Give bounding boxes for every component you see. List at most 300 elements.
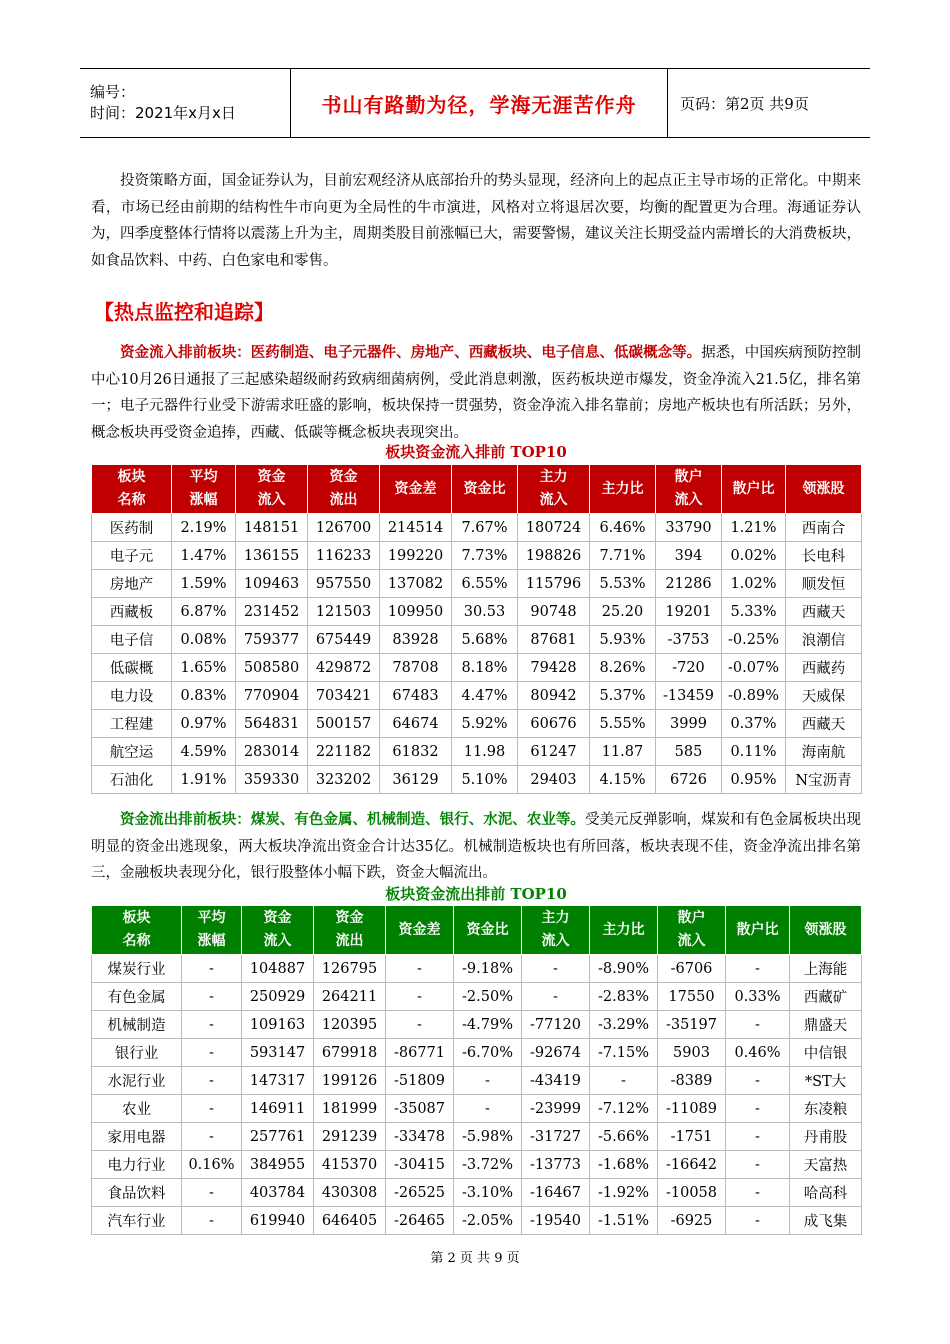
header-motto (291, 69, 668, 137)
outflow-table-cell: 403784 (242, 1179, 314, 1207)
inflow-table-cell: 148151 (236, 514, 308, 542)
outflow-table-cell: 家用电器 (92, 1123, 182, 1151)
section-title: 【热点监控和追踪】 (94, 300, 274, 324)
inflow-table-header-label: 领涨股 (802, 480, 845, 497)
inflow-table-cell: 0.83% (172, 682, 236, 710)
outflow-table-cell: 593147 (242, 1039, 314, 1067)
inflow-table-cell: 121503 (308, 598, 380, 626)
page-header (80, 68, 870, 138)
outflow-table-row (92, 1011, 862, 1039)
inflow-table-header-label: 资金差 (394, 480, 437, 497)
outflow-table-cell: -33478 (386, 1123, 454, 1151)
outflow-table-cell: -92674 (522, 1039, 590, 1067)
outflow-table-cell: -1751 (658, 1123, 726, 1151)
inflow-table-header-label: 涨幅 (189, 492, 218, 508)
outflow-table-cell: -4.79% (454, 1011, 522, 1039)
outflow-table-cell: 水泥行业 (92, 1067, 182, 1095)
outflow-table-cell: 147317 (242, 1067, 314, 1095)
inflow-table-cell: 109463 (236, 570, 308, 598)
inflow-table-cell: 海南航 (786, 738, 862, 766)
inflow-table-header-label: 散户比 (732, 480, 775, 497)
inflow-table-cell: 石油化 (92, 766, 172, 794)
inflow-table-cell: 0.97% (172, 710, 236, 738)
outflow-table-header-cell (242, 906, 314, 955)
inflow-table-cell: 1.65% (172, 654, 236, 682)
outflow-table-header-label: 涨幅 (197, 933, 226, 949)
outflow-table-cell: - (386, 955, 454, 983)
inflow-table-row (92, 738, 862, 766)
outflow-table-header-cell (92, 906, 182, 955)
outflow-table-cell: -19540 (522, 1207, 590, 1235)
inflow-table-header-cell (452, 465, 518, 514)
inflow-table-cell: 221182 (308, 738, 380, 766)
document-number-label: 编号： (90, 83, 136, 101)
inflow-table-cell: 83928 (380, 626, 452, 654)
outflow-table-cell: 109163 (242, 1011, 314, 1039)
outflow-table-cell: -35087 (386, 1095, 454, 1123)
inflow-table-header-cell (590, 465, 656, 514)
inflow-table-cell: 394 (656, 542, 722, 570)
outflow-table-cell: -8.90% (590, 955, 658, 983)
outflow-table-cell: - (454, 1067, 522, 1095)
inflow-table-cell: 80942 (518, 682, 590, 710)
inflow-table-title: 板块资金流入排前 TOP10 (385, 443, 567, 461)
header-left (80, 69, 291, 137)
outflow-table-cell: 0.16% (182, 1151, 242, 1179)
outflow-table-cell: -2.83% (590, 983, 658, 1011)
inflow-table-cell: 675449 (308, 626, 380, 654)
outflow-table-header-cell (790, 906, 862, 955)
inflow-text: 据悉，中国疾病预防控制中心10月26日通报了三起感染超级耐药致病细菌病例，受此消息刺激，医药板块逆市爆发，资金净流入21.5亿，排名第一；电子元器件行业受下游需求旺盛的影响，板块保持一贯强势，资金净流入排名靠前；房地产板块也有所活跃；另外，概念板块再受资金追捧，西藏、低碳等概念板块表现突出。 (91, 345, 862, 441)
outflow-table-row (92, 1179, 862, 1207)
inflow-table-header-label: 资金比 (463, 480, 506, 497)
outflow-table-title: 板块资金流出排前 TOP10 (385, 885, 567, 903)
outflow-table (91, 905, 862, 1235)
outflow-table-cell: - (182, 1207, 242, 1235)
outflow-table-cell: - (522, 983, 590, 1011)
inflow-table-cell: 64674 (380, 710, 452, 738)
inflow-table-cell: 79428 (518, 654, 590, 682)
inflow-table-row (92, 682, 862, 710)
inflow-table-header (92, 465, 862, 514)
outflow-table-cell: 农业 (92, 1095, 182, 1123)
inflow-table-cell: 109950 (380, 598, 452, 626)
outflow-table-cell: 汽车行业 (92, 1207, 182, 1235)
inflow-table-header-label: 名称 (117, 492, 146, 508)
outflow-table-cell: *ST大 (790, 1067, 862, 1095)
outflow-table-cell: 264211 (314, 983, 386, 1011)
outflow-table-header-label: 领涨股 (804, 921, 847, 938)
outflow-table-cell: -5.98% (454, 1123, 522, 1151)
inflow-table-cell: 1.21% (722, 514, 786, 542)
inflow-table-cell: 30.53 (452, 598, 518, 626)
document-date: 时间：2021年x月x日 (90, 104, 236, 122)
outflow-table-cell: -43419 (522, 1067, 590, 1095)
outflow-table-header-cell (726, 906, 790, 955)
outflow-table-cell: 257761 (242, 1123, 314, 1151)
inflow-table-cell: 231452 (236, 598, 308, 626)
outflow-table-cell: - (726, 1207, 790, 1235)
motto-text: 书山有路勤为径，学海无涯苦作舟 (321, 92, 637, 117)
inflow-table-cell: 0.02% (722, 542, 786, 570)
inflow-table-header-cell (722, 465, 786, 514)
outflow-table-cell: -1.68% (590, 1151, 658, 1179)
outflow-table-cell: -30415 (386, 1151, 454, 1179)
inflow-table-cell: 11.87 (590, 738, 656, 766)
outflow-table-header (92, 906, 862, 955)
inflow-table-header-cell (236, 465, 308, 514)
inflow-table-cell: -0.07% (722, 654, 786, 682)
outflow-table-cell: - (182, 983, 242, 1011)
inflow-table-cell: -0.89% (722, 682, 786, 710)
inflow-table-cell: 0.95% (722, 766, 786, 794)
outflow-table-cell: - (182, 1095, 242, 1123)
outflow-table-row (92, 1123, 862, 1151)
intro-paragraph: 投资策略方面，国金证券认为，目前宏观经济从底部抬升的势头显现，经济向上的起点正主导市场的正常化。中期来看，市场已经由前期的结构性牛市向更为全局性的牛市演进，风格对立将退居次要，均衡的配置更为合理。海通证券认为，四季度整体行情将以震荡上升为主，周期类股目前涨幅已大，需要警惕，建议关注长期受益内需增长的大消费板块，如食品饮料、中药、白色家电和零售。 (91, 173, 861, 269)
outflow-table-cell: -35197 (658, 1011, 726, 1039)
inflow-table-header-cell (308, 465, 380, 514)
outflow-table-cell: -6706 (658, 955, 726, 983)
inflow-table-row (92, 514, 862, 542)
outflow-table-cell: 415370 (314, 1151, 386, 1179)
outflow-table-cell: - (182, 955, 242, 983)
outflow-table-cell: -6.70% (454, 1039, 522, 1067)
inflow-table-cell: 25.20 (590, 598, 656, 626)
outflow-table-cell: 有色金属 (92, 983, 182, 1011)
outflow-table-cell: 679918 (314, 1039, 386, 1067)
inflow-table-row (92, 542, 862, 570)
outflow-table-header-cell (386, 906, 454, 955)
inflow-table-cell: 5.33% (722, 598, 786, 626)
inflow-table-cell: 67483 (380, 682, 452, 710)
outflow-table-cell: -8389 (658, 1067, 726, 1095)
outflow-table-cell: -16642 (658, 1151, 726, 1179)
outflow-table-cell: - (726, 1179, 790, 1207)
inflow-table-cell: 759377 (236, 626, 308, 654)
header-page-info (668, 69, 870, 137)
inflow-table-cell: 116233 (308, 542, 380, 570)
outflow-table-cell: - (522, 955, 590, 983)
inflow-table-cell: 7.73% (452, 542, 518, 570)
outflow-table-cell: 199126 (314, 1067, 386, 1095)
inflow-table-cell: 西藏天 (786, 598, 862, 626)
inflow-table-cell: 60676 (518, 710, 590, 738)
outflow-table-cell: - (726, 955, 790, 983)
inflow-table-cell: 6.46% (590, 514, 656, 542)
inflow-table-header-label: 资金 (257, 469, 286, 485)
outflow-table-cell: - (726, 1011, 790, 1039)
outflow-table-cell: -23999 (522, 1095, 590, 1123)
inflow-table-cell: 3999 (656, 710, 722, 738)
inflow-table-cell: 医药制 (92, 514, 172, 542)
inflow-table-header-label: 流出 (329, 492, 358, 508)
inflow-table-cell: 78708 (380, 654, 452, 682)
outflow-table-header-label: 资金 (335, 910, 364, 926)
inflow-table-cell: 7.71% (590, 542, 656, 570)
inflow-table-cell: 顺发恒 (786, 570, 862, 598)
inflow-table-cell: 198826 (518, 542, 590, 570)
outflow-table-header-cell (522, 906, 590, 955)
outflow-table-cell: - (182, 1123, 242, 1151)
outflow-table-cell: 鼎盛天 (790, 1011, 862, 1039)
inflow-table-cell: 126700 (308, 514, 380, 542)
outflow-table-cell: 中信银 (790, 1039, 862, 1067)
inflow-table-cell: 585 (656, 738, 722, 766)
outflow-table-cell: -3.72% (454, 1151, 522, 1179)
outflow-table-cell: -10058 (658, 1179, 726, 1207)
inflow-table-header-label: 流入 (674, 492, 703, 508)
inflow-table-cell: 61247 (518, 738, 590, 766)
outflow-table-cell: 丹甫股 (790, 1123, 862, 1151)
inflow-table-cell: 703421 (308, 682, 380, 710)
outflow-table-row (92, 983, 862, 1011)
outflow-paragraph (91, 807, 861, 887)
inflow-table-cell: 西藏药 (786, 654, 862, 682)
inflow-table-cell: 1.59% (172, 570, 236, 598)
inflow-table-header-label: 散户 (674, 469, 703, 485)
outflow-table-cell: - (182, 1179, 242, 1207)
inflow-table (91, 464, 862, 794)
inflow-table-cell: 4.15% (590, 766, 656, 794)
inflow-table-cell: 61832 (380, 738, 452, 766)
outflow-table-header-label: 名称 (122, 933, 151, 949)
outflow-table-cell: - (726, 1151, 790, 1179)
outflow-table-cell: - (454, 1095, 522, 1123)
outflow-table-cell: -13773 (522, 1151, 590, 1179)
outflow-table-row (92, 1067, 862, 1095)
inflow-table-header-label: 流入 (539, 492, 568, 508)
inflow-table-cell: 5.55% (590, 710, 656, 738)
inflow-table-cell: 19201 (656, 598, 722, 626)
outflow-table-cell: -6925 (658, 1207, 726, 1235)
page-footer: 第 2 页 共 9 页 (430, 1251, 520, 1266)
inflow-table-cell: 323202 (308, 766, 380, 794)
inflow-table-cell: 西藏天 (786, 710, 862, 738)
outflow-table-header-label: 散户 (677, 910, 706, 926)
inflow-highlight: 资金流入排前板块：医药制造、电子元器件、房地产、西藏板块、电子信息、低碳概念等。 (120, 344, 702, 361)
inflow-table-cell: 5.93% (590, 626, 656, 654)
outflow-table-cell: 430308 (314, 1179, 386, 1207)
outflow-table-cell: 619940 (242, 1207, 314, 1235)
inflow-table-cell: 115796 (518, 570, 590, 598)
outflow-table-header-label: 流入 (263, 933, 292, 949)
inflow-table-cell: 4.47% (452, 682, 518, 710)
inflow-table-cell: 136155 (236, 542, 308, 570)
outflow-table-cell: -3.10% (454, 1179, 522, 1207)
outflow-table-cell: 银行业 (92, 1039, 182, 1067)
inflow-table-cell: 5.37% (590, 682, 656, 710)
inflow-table-cell: 7.67% (452, 514, 518, 542)
inflow-table-cell: 长电科 (786, 542, 862, 570)
inflow-table-cell: 2.19% (172, 514, 236, 542)
inflow-table-row (92, 654, 862, 682)
page-info-text: 页码：第2页 共9页 (680, 94, 809, 113)
inflow-table-cell: 0.11% (722, 738, 786, 766)
outflow-table-cell: - (726, 1067, 790, 1095)
outflow-table-cell: -2.50% (454, 983, 522, 1011)
inflow-table-cell: 508580 (236, 654, 308, 682)
inflow-table-cell: 137082 (380, 570, 452, 598)
outflow-table-cell: 西藏矿 (790, 983, 862, 1011)
inflow-table-row (92, 710, 862, 738)
outflow-table-cell: - (182, 1011, 242, 1039)
outflow-table-cell: 291239 (314, 1123, 386, 1151)
outflow-table-header-cell (314, 906, 386, 955)
inflow-table-cell: 29403 (518, 766, 590, 794)
inflow-table-cell: 199220 (380, 542, 452, 570)
inflow-table-cell: 1.47% (172, 542, 236, 570)
inflow-table-cell: 0.08% (172, 626, 236, 654)
outflow-table-cell: -3.29% (590, 1011, 658, 1039)
inflow-table-cell: 500157 (308, 710, 380, 738)
outflow-table-cell: 146911 (242, 1095, 314, 1123)
outflow-table-header-cell (454, 906, 522, 955)
inflow-table-cell: -3753 (656, 626, 722, 654)
outflow-table-cell: 0.46% (726, 1039, 790, 1067)
inflow-table-cell: 770904 (236, 682, 308, 710)
inflow-table-cell: 8.26% (590, 654, 656, 682)
outflow-table-cell: -7.12% (590, 1095, 658, 1123)
inflow-table-cell: 6.55% (452, 570, 518, 598)
outflow-table-header-cell (182, 906, 242, 955)
outflow-table-cell: 0.33% (726, 983, 790, 1011)
outflow-table-cell: 104887 (242, 955, 314, 983)
outflow-table-header-label: 资金比 (466, 921, 509, 938)
inflow-table-header-cell (92, 465, 172, 514)
inflow-table-cell: 电子信 (92, 626, 172, 654)
inflow-table-cell: -13459 (656, 682, 722, 710)
inflow-table-cell: 浪潮信 (786, 626, 862, 654)
outflow-table-cell: -77120 (522, 1011, 590, 1039)
outflow-table-cell: 天富热 (790, 1151, 862, 1179)
outflow-table-cell: -1.92% (590, 1179, 658, 1207)
inflow-table-cell: 180724 (518, 514, 590, 542)
inflow-table-cell: 4.59% (172, 738, 236, 766)
outflow-table-header-label: 流出 (335, 933, 364, 949)
inflow-table-header-cell (786, 465, 862, 514)
outflow-table-header-label: 资金差 (398, 921, 441, 938)
outflow-table-cell: 5903 (658, 1039, 726, 1067)
inflow-table-cell: -0.25% (722, 626, 786, 654)
outflow-table-row (92, 1151, 862, 1179)
outflow-table-cell: -11089 (658, 1095, 726, 1123)
outflow-table-header-label: 流入 (677, 933, 706, 949)
outflow-table-cell: 哈高科 (790, 1179, 862, 1207)
inflow-table-cell: 6.87% (172, 598, 236, 626)
inflow-table-header-label: 主力 (539, 469, 568, 485)
inflow-table-cell: -720 (656, 654, 722, 682)
outflow-table-header-label: 流入 (541, 933, 570, 949)
outflow-table-cell: 250929 (242, 983, 314, 1011)
outflow-table-header-cell (658, 906, 726, 955)
inflow-table-cell: 1.91% (172, 766, 236, 794)
inflow-table-header-label: 板块 (117, 469, 146, 485)
inflow-table-cell: 5.10% (452, 766, 518, 794)
inflow-table-cell: 电力设 (92, 682, 172, 710)
outflow-table-cell: 646405 (314, 1207, 386, 1235)
outflow-table-cell: 126795 (314, 955, 386, 983)
outflow-table-cell: -16467 (522, 1179, 590, 1207)
outflow-table-header-label: 板块 (122, 910, 151, 926)
inflow-table-cell: 564831 (236, 710, 308, 738)
outflow-table-cell: 384955 (242, 1151, 314, 1179)
outflow-table-cell: - (386, 1011, 454, 1039)
inflow-table-row (92, 598, 862, 626)
inflow-table-cell: 283014 (236, 738, 308, 766)
inflow-table-cell: N宝沥青 (786, 766, 862, 794)
outflow-table-cell: 机械制造 (92, 1011, 182, 1039)
inflow-table-cell: 5.68% (452, 626, 518, 654)
inflow-table-header-cell (518, 465, 590, 514)
outflow-table-cell: 成飞集 (790, 1207, 862, 1235)
inflow-table-header-cell (656, 465, 722, 514)
outflow-table-cell: -86771 (386, 1039, 454, 1067)
inflow-table-cell: 西南合 (786, 514, 862, 542)
outflow-table-cell: -1.51% (590, 1207, 658, 1235)
outflow-table-cell: - (726, 1095, 790, 1123)
outflow-table-cell: -31727 (522, 1123, 590, 1151)
inflow-table-header-label: 平均 (189, 469, 218, 485)
outflow-table-cell: - (726, 1123, 790, 1151)
inflow-table-row (92, 766, 862, 794)
outflow-table-cell: -2.05% (454, 1207, 522, 1235)
inflow-table-cell: 214514 (380, 514, 452, 542)
inflow-table-cell: 房地产 (92, 570, 172, 598)
outflow-table-cell: - (386, 983, 454, 1011)
inflow-table-header-label: 主力比 (601, 480, 644, 497)
outflow-table-row (92, 1095, 862, 1123)
inflow-table-cell: 工程建 (92, 710, 172, 738)
outflow-table-header-label: 主力 (541, 910, 570, 926)
inflow-table-cell: 87681 (518, 626, 590, 654)
outflow-table-cell: -5.66% (590, 1123, 658, 1151)
outflow-table-header-label: 资金 (263, 910, 292, 926)
inflow-table-header-cell (380, 465, 452, 514)
outflow-table-header-cell (590, 906, 658, 955)
inflow-table-cell: 1.02% (722, 570, 786, 598)
outflow-table-cell: -26525 (386, 1179, 454, 1207)
inflow-table-row (92, 570, 862, 598)
inflow-table-cell: 低碳概 (92, 654, 172, 682)
inflow-table-cell: 8.18% (452, 654, 518, 682)
inflow-table-cell: 33790 (656, 514, 722, 542)
inflow-table-header-label: 流入 (257, 492, 286, 508)
outflow-table-row (92, 1207, 862, 1235)
outflow-table-cell: 181999 (314, 1095, 386, 1123)
outflow-table-cell: -51809 (386, 1067, 454, 1095)
inflow-table-cell: 90748 (518, 598, 590, 626)
inflow-table-cell: 359330 (236, 766, 308, 794)
inflow-table-cell: 6726 (656, 766, 722, 794)
inflow-table-cell: 电子元 (92, 542, 172, 570)
outflow-table-header-label: 主力比 (602, 921, 645, 938)
inflow-table-cell: 957550 (308, 570, 380, 598)
inflow-table-cell: 11.98 (452, 738, 518, 766)
outflow-table-cell: -26465 (386, 1207, 454, 1235)
outflow-table-cell: 上海能 (790, 955, 862, 983)
outflow-table-cell: 东凌粮 (790, 1095, 862, 1123)
outflow-table-cell: 食品饮料 (92, 1179, 182, 1207)
inflow-table-row (92, 626, 862, 654)
inflow-table-cell: 5.92% (452, 710, 518, 738)
outflow-table-cell: 120395 (314, 1011, 386, 1039)
outflow-table-cell: 煤炭行业 (92, 955, 182, 983)
inflow-table-cell: 天威保 (786, 682, 862, 710)
inflow-table-header-cell (172, 465, 236, 514)
inflow-table-header-label: 资金 (329, 469, 358, 485)
inflow-table-cell: 429872 (308, 654, 380, 682)
inflow-table-cell: 西藏板 (92, 598, 172, 626)
